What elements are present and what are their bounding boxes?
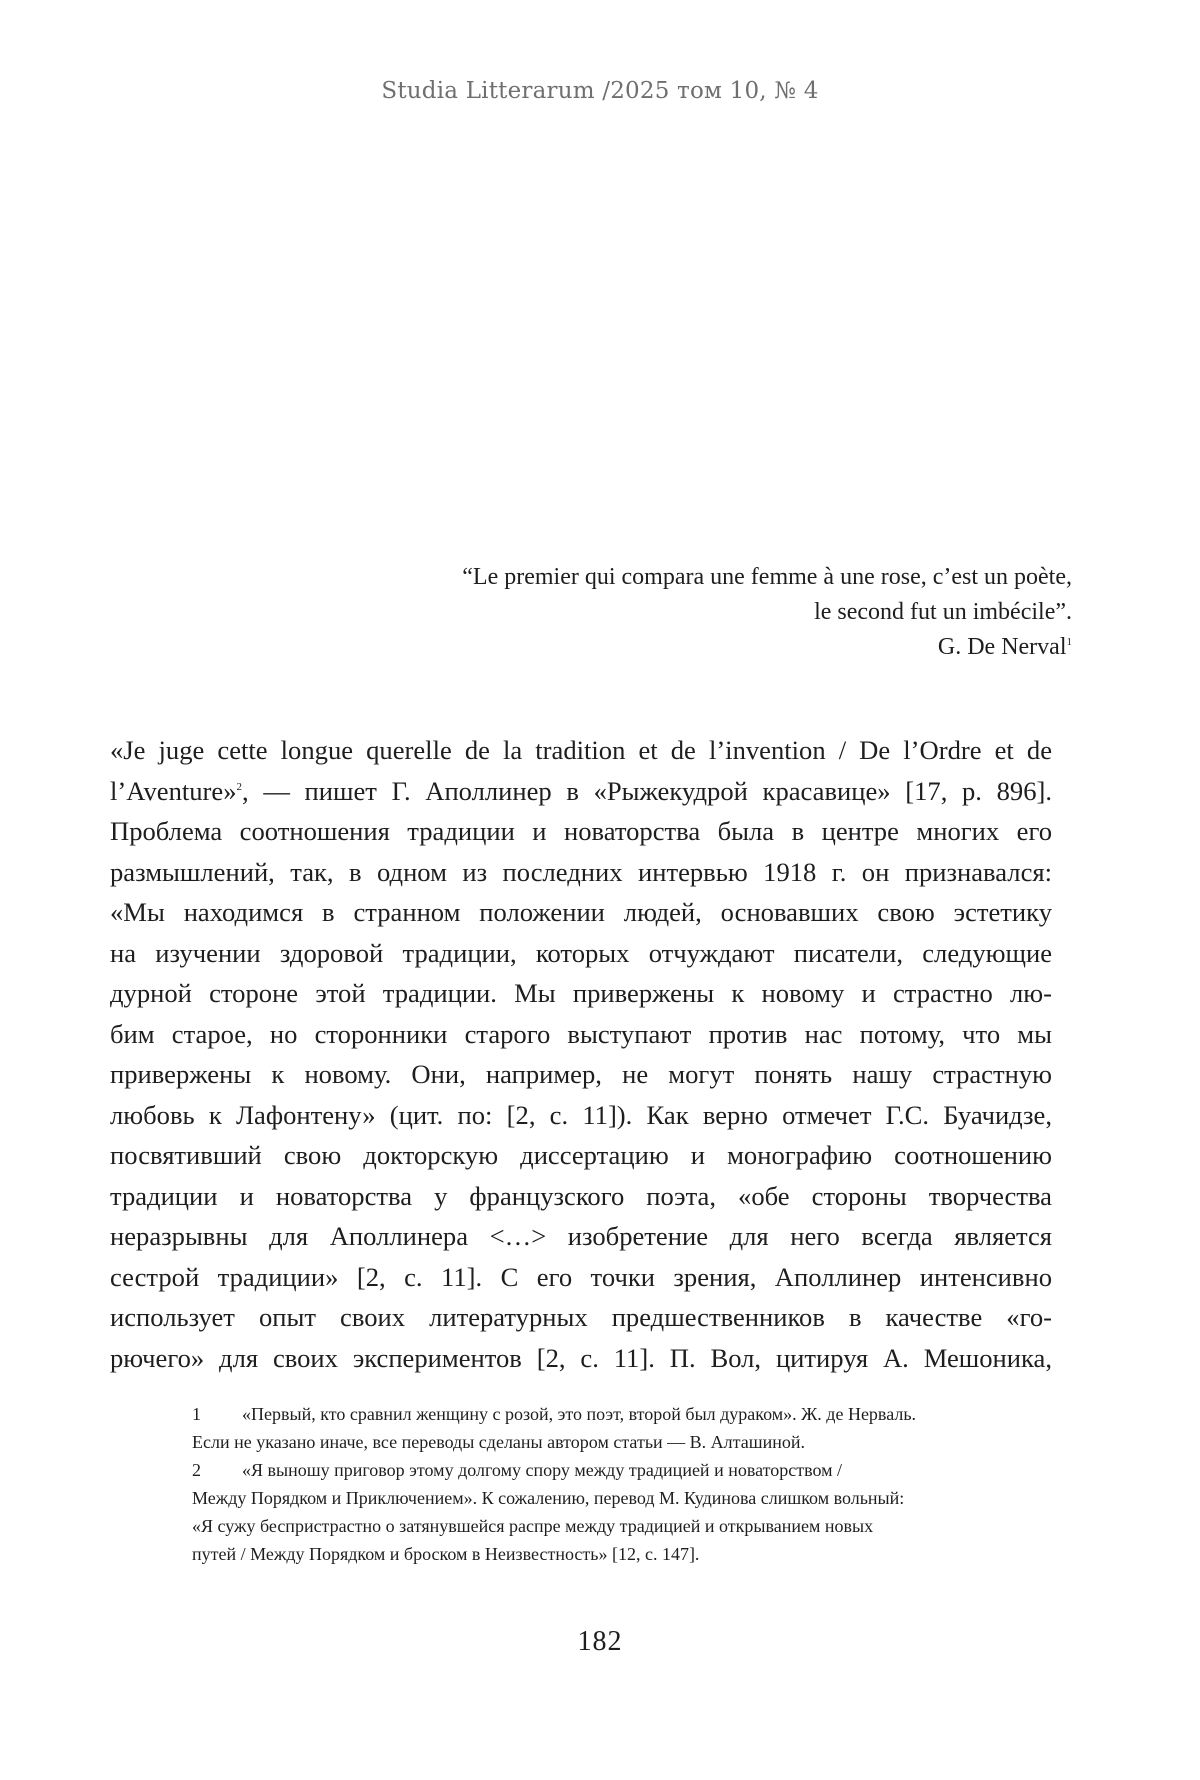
page-number: 182 xyxy=(577,1626,623,1657)
footnote-marker[interactable]: 2 xyxy=(236,780,243,793)
body-line: рючего» для своих экспериментов [2, с. 11]. П. Вол, цитируя А. Мешоника, xyxy=(110,1342,1052,1373)
body-line: «Мы находимся в странном положении людей, основавших свою эстетику xyxy=(110,897,1052,927)
body-line-part: l’Aventure» xyxy=(110,775,237,806)
body-line: дурной стороне этой традиции. Мы привержены к новому и страстно лю- xyxy=(110,978,1052,1008)
body-line: сестрой традиции» [2, с. 11]. С его точки зрения, Аполлинер интенсивно xyxy=(110,1261,1052,1292)
body-line: традиции и новаторства у французского поэта, «обе стороны творчества xyxy=(110,1180,1052,1211)
footnote-line: Если не указано иначе, все переводы сделаны автором статьи — В. Алташиной. xyxy=(192,1432,805,1452)
epigraph-line: “Le premier qui compara une femme à une rose, c’est un poète, xyxy=(462,564,1072,590)
body-line: Проблема соотношения традиции и новаторства была в центре многих его xyxy=(110,816,1052,846)
body-line: привержены к новому. Они, например, не могут понять нашу страстную xyxy=(110,1059,1052,1089)
footnote-number: 2 xyxy=(192,1460,201,1480)
footnote-line: «Я сужу беспристрастно о затянувшейся распре между традицией и открыванием новых xyxy=(192,1516,874,1536)
footnote-line: путей / Между Порядком и броском в Неизвестность» [12, с. 147]. xyxy=(192,1544,700,1564)
epigraph-author-name: G. De Nerval xyxy=(937,634,1067,660)
footnote-number: 1 xyxy=(192,1404,201,1424)
body-line: размышлений, так, в одном из последних интервью 1918 г. он признавался: xyxy=(110,856,1052,887)
footnote-1 xyxy=(192,1400,1052,1456)
footnote-text: «Первый, кто сравнил женщину с розой, это поэт, второй был дураком». Ж. де Нерваль. xyxy=(242,1404,917,1424)
body-text xyxy=(110,730,1052,1378)
epigraph xyxy=(462,560,1072,665)
running-head: Studia Litterarum /2025 том 10, № 4 xyxy=(381,78,819,104)
footnote-line xyxy=(192,1456,1052,1484)
epigraph-author xyxy=(462,630,1072,665)
body-line: любовь к Лафонтену» (цит. по: [2, с. 11]). Как верно отмечет Г.С. Буачидзе, xyxy=(110,1099,1052,1130)
footnotes xyxy=(192,1400,1052,1568)
body-line: посвятивший свою докторскую диссертацию и монографию соотношению xyxy=(110,1140,1052,1170)
footnote-line xyxy=(192,1400,1052,1428)
body-line: использует опыт своих литературных предшественников в качестве «го- xyxy=(110,1302,1052,1332)
footnote-marker[interactable]: 1 xyxy=(1066,636,1072,648)
body-line-part: , — пишет Г. Аполлинер в «Рыжекудрой красавице» [17, p. 896]. xyxy=(242,775,1052,806)
body-line: бим старое, но сторонники старого выступают против нас потому, что мы xyxy=(110,1018,1052,1049)
epigraph-line: le second fut un imbécile”. xyxy=(814,599,1072,625)
footnote-2 xyxy=(192,1456,1052,1568)
footnote-line: Между Порядком и Приключением». К сожалению, перевод М. Кудинова слишком вольный: xyxy=(192,1488,905,1508)
body-line: «Je juge cette longue querelle de la tradition et de l’invention / De l’Ordre et de xyxy=(110,735,1052,765)
body-line: неразрывны для Аполлинера <…> изобретение для него всегда является xyxy=(110,1221,1052,1251)
footnote-text: «Я выношу приговор этому долгому спору между традицией и новаторством / xyxy=(242,1460,843,1480)
body-line xyxy=(110,771,1052,812)
body-line: на изучении здоровой традиции, которых отчуждают писатели, следующие xyxy=(110,937,1052,968)
